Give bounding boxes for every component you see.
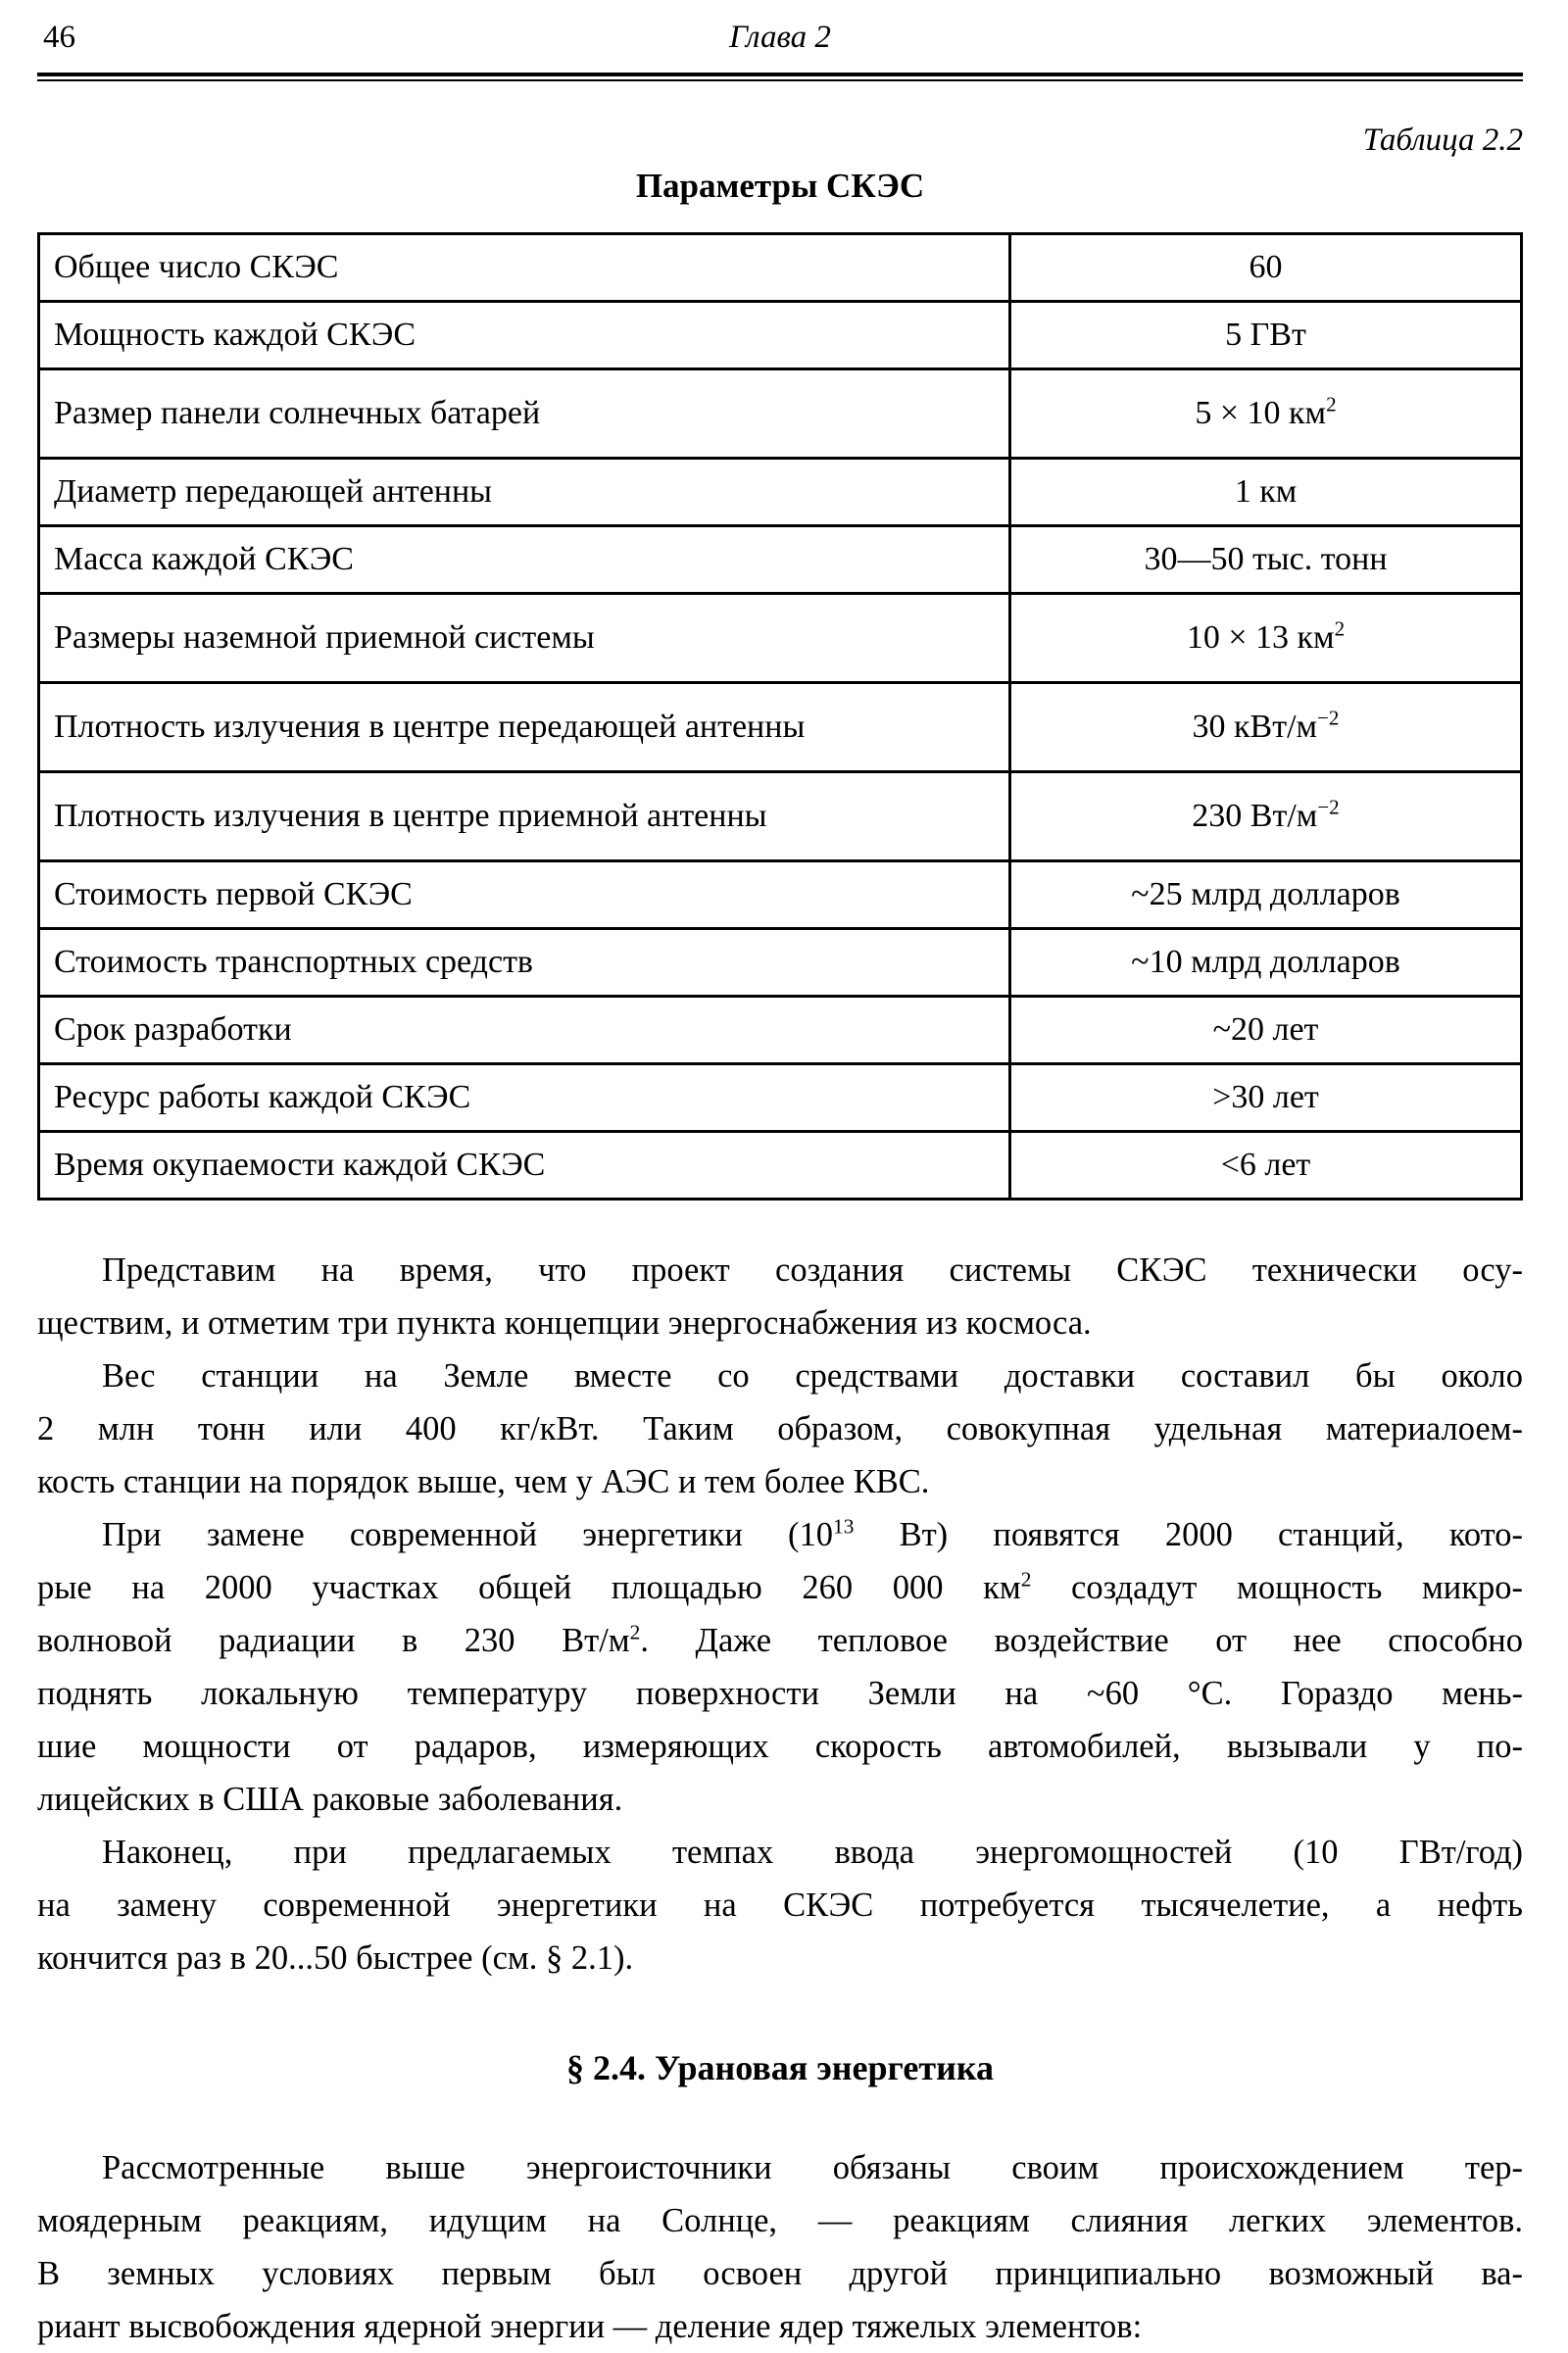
parameter-value-cell: 60 (1010, 234, 1522, 302)
paragraph (37, 1508, 1523, 1826)
section-heading: § 2.4. Урановая энергетика (565, 2048, 995, 2087)
text-line: риант высвобождения ядерной энергии — деление ядер тяжелых элементов: (37, 2308, 1143, 2345)
body-text (37, 1244, 1523, 2353)
parameter-name-cell: Масса каждой СКЭС (39, 526, 1010, 594)
table-row (39, 861, 1522, 929)
superscript: 2 (1326, 392, 1337, 417)
parameter-name-cell: Плотность излучения в центре приемной антенны (39, 772, 1010, 861)
table-row (39, 526, 1522, 594)
text-line: Рассмотренные выше энергоисточники обязаны своим происхождением тер- (102, 2149, 1523, 2186)
text-line: поднять локальную температуру поверхности Земли на ~60 °С. Гораздо мень- (37, 1675, 1523, 1712)
table-row (39, 997, 1522, 1064)
paragraph (37, 1826, 1523, 1985)
superscript: −2 (1317, 795, 1340, 819)
superscript: 2 (1334, 616, 1346, 641)
superscript: 2 (1020, 1567, 1032, 1592)
parameter-value-cell: ~25 млрд долларов (1010, 861, 1522, 929)
parameter-name-cell: Плотность излучения в центре передающей антенны (39, 683, 1010, 772)
table-row (39, 1064, 1522, 1132)
table-row (39, 594, 1522, 683)
parameter-value-cell: >30 лет (1010, 1064, 1522, 1132)
table-title: Параметры СКЭС (635, 167, 925, 205)
text-line: Представим на время, что проект создания системы СКЭС технически осу- (102, 1251, 1523, 1289)
parameter-value-cell: 5 ГВт (1010, 302, 1522, 369)
text-line: Вес станции на Земле вместе со средствами доставки составил бы около (102, 1357, 1523, 1395)
running-head (37, 16, 1523, 63)
text-line: Наконец, при предлагаемых темпах ввода энергомощностей (10 ГВт/год) (102, 1834, 1523, 1871)
header-rule (37, 73, 1523, 81)
table-row (39, 683, 1522, 772)
parameter-name-cell: Размер панели солнечных батарей (39, 369, 1010, 459)
parameter-name-cell: Ресурс работы каждой СКЭС (39, 1064, 1010, 1132)
text-line: рые на 2000 участках общей площадью 260 000 $км^2$ создадут мощность микро- (37, 1567, 1523, 1606)
paragraph (37, 2141, 1523, 2353)
parameter-name-cell: Диаметр передающей антенны (39, 459, 1010, 526)
parameter-value-cell: 30—50 тыс. тонн (1010, 526, 1522, 594)
parameter-value-cell: 10 × 13 $км^2$ (1010, 594, 1522, 683)
superscript: 13 (833, 1514, 855, 1539)
text-line: волновой радиации в 230 $Вт/м^2$. Даже тепловое воздействие от нее способно (37, 1620, 1524, 1659)
parameter-name-cell: Общее число СКЭС (39, 234, 1010, 302)
text-line: ществим, и отметим три пункта концепции энергоснабжения из космоса. (37, 1304, 1092, 1342)
table-row (39, 772, 1522, 861)
page-number: 46 (43, 20, 75, 55)
text-line: шие мощности от радаров, измеряющих скорость автомобилей, вызывали у по- (37, 1728, 1523, 1765)
table-row (39, 929, 1522, 997)
parameter-name-cell: Время окупаемости каждой СКЭС (39, 1132, 1010, 1200)
text-line: При замене современной энергетики ($10^{13}$ Вт) появятся 2000 станций, кото- (102, 1514, 1523, 1553)
table-row (39, 459, 1522, 526)
parameter-name-cell: Срок разработки (39, 997, 1010, 1064)
text-line: кость станции на порядок выше, чем у АЭС и тем более КВС. (37, 1463, 930, 1500)
parameters-table (37, 232, 1523, 1201)
table-row (39, 302, 1522, 369)
table-row (39, 369, 1522, 459)
parameter-value-cell: 1 км (1010, 459, 1522, 526)
parameter-value-cell: 30 кВт/$м^{-2}$ (1010, 683, 1522, 772)
parameter-value-cell: 5 × 10 $км^2$ (1010, 369, 1522, 459)
paragraph (37, 1244, 1523, 1349)
paragraph (37, 1349, 1523, 1508)
text-line: В земных условиях первым был освоен другой принципиально возможный ва- (37, 2255, 1523, 2292)
superscript: 2 (629, 1620, 641, 1644)
chapter-header: Глава 2 (729, 20, 831, 55)
parameter-name-cell: Размеры наземной приемной системы (39, 594, 1010, 683)
parameter-value-cell: 230 $Вт/м^{-2}$ (1010, 772, 1522, 861)
parameter-value-cell: ~20 лет (1010, 997, 1522, 1064)
text-line: моядерным реакциям, идущим на Солнце, — реакциям слияния легких элементов. (37, 2202, 1523, 2239)
superscript: −2 (1317, 706, 1340, 730)
table-row (39, 234, 1522, 302)
text-line: на замену современной энергетики на СКЭС потребуется тысячелетие, а нефть (37, 1887, 1523, 1924)
parameter-name-cell: Стоимость транспортных средств (39, 929, 1010, 997)
text-line: лицейских в США раковые заболевания. (37, 1781, 623, 1818)
text-line: 2 млн тонн или 400 кг/кВт. Таким образом, совокупная удельная материалоем- (37, 1410, 1523, 1447)
parameter-name-cell: Мощность каждой СКЭС (39, 302, 1010, 369)
text-line: кончится раз в 20...50 быстрее (см. § 2.1). (37, 1939, 634, 1977)
table-caption: Таблица 2.2 (1362, 123, 1523, 158)
parameter-value-cell: ~10 млрд долларов (1010, 929, 1522, 997)
parameter-value-cell: <6 лет (1010, 1132, 1522, 1200)
parameter-name-cell: Стоимость первой СКЭС (39, 861, 1010, 929)
table-row (39, 1132, 1522, 1200)
